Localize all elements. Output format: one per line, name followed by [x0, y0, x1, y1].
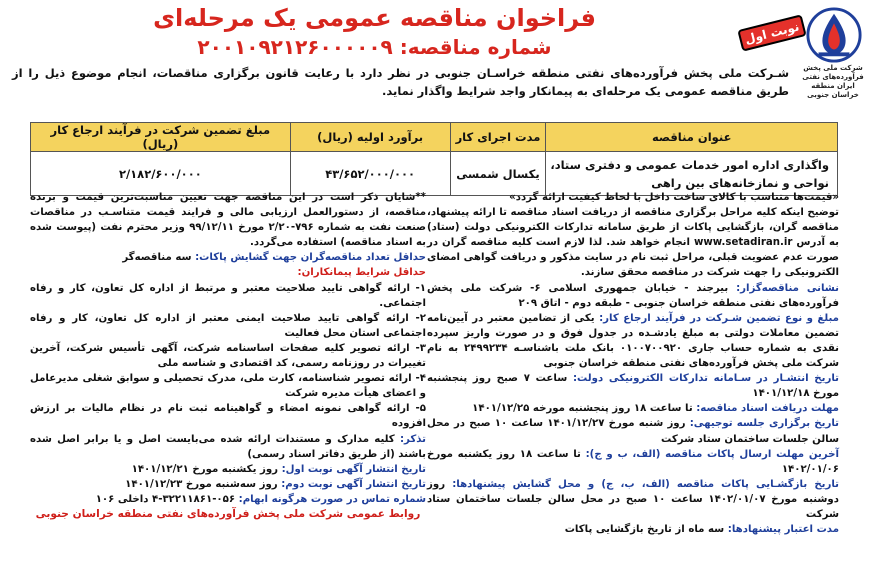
- cell-estimate: ۴۳/۶۵۲/۰۰۰/۰۰۰: [290, 152, 450, 196]
- first-ad-item: [30, 462, 426, 477]
- nioc-distribution-logo-icon: [805, 6, 863, 64]
- header-guarantee: مبلغ تضمین شرکت در فرآیند ارجاع کار (ریال): [31, 123, 291, 152]
- evaluation-note: **شایان ذکر است در این مناقصه جهت تعیین مناسبت‌ترین قیمت و برنده مناقصه، از دستورالعمل ارزیابی مالی و فرایند قیمت متناسـب در مناقصات صنعت نفت به شماره ۷۹۶-۲/۲۰ مورخ ۹۹/۱۲/۱۱ وزیر محترم نفت (پیوست شده به اسناد مناقصه) استفاده می‌گردد.: [30, 192, 426, 249]
- validity-text: سه ماه از تاریخ بازگشایی پاکات: [564, 524, 728, 536]
- publish-text: ساعت ۷ صبح روز پنجشنبه مورخ ۱۴۰۱/۱۲/۱۸: [427, 373, 839, 400]
- contact-item: [30, 492, 426, 507]
- first-round-badge: نوبت اول: [737, 14, 806, 51]
- address-text: بیرجند - خیابان جمهوری اسلامی ۶- شرکت ملی پخش فرآورده‌های نفتی منطقه خراسان جنوبی - طبقه دوم - اتاق ۲۰۹: [427, 282, 839, 309]
- right-column: [427, 190, 839, 537]
- second-ad-text: روز سه‌شنبه مورخ ۱۴۰۱/۱۲/۲۳: [125, 478, 282, 490]
- note-item: [30, 432, 426, 462]
- requirement-3: ۳- ارائه تصویر کلیه صفحات اساسنامه شرکت، آگهی تأسیس شرکت، آخرین تغییرات در روزنامه رسمی، کد اقتصادی و شناسه ملی: [30, 342, 426, 370]
- tender-number: شماره مناقصه: ۲۰۰۱۰۹۲۱۲۶۰۰۰۰۰۹: [197, 35, 552, 59]
- cell-guarantee: ۲/۱۸۲/۶۰۰/۰۰۰: [31, 152, 291, 196]
- opening-label: تاریخ بازگشـایی پاکات مناقصه (الف، ب، ج) و محل گشایش پیشنهادها:: [452, 478, 840, 490]
- document-deadline-item: [427, 401, 839, 416]
- table-header-row: [31, 123, 838, 152]
- cell-duration: یکسال شمسی: [450, 152, 546, 196]
- quality-note: «قیمت‌ها متناسب با کالای ساخت داخل با لحاظ کیفیت ارائه گردد»: [509, 192, 839, 203]
- requirements-label: حداقل شرایط پیمانکاران:: [297, 267, 426, 279]
- opening-text: روز دوشنبه مورخ ۱۴۰۲/۰۱/۰۷ ساعت ۱۰ صبح در محل سالن جلسات ساختمان ستاد شرکت: [427, 478, 839, 520]
- table-row: [31, 152, 838, 196]
- intro-paragraph: شـرکت ملی پخش فرآورده‌های نفتی منطقه خراسـان جنوبی در نظر دارد با رعایت قانون برگزاری مناقصات، انجام موضوع ذیل را از طریق مناقصه عمومی یک مرحله‌ای به پیمانکار واجد شرایط واگذار نماید.: [12, 66, 789, 98]
- min-bidders-item: [30, 250, 426, 265]
- second-ad-label: تاریخ انتشار آگهی نوبت دوم:: [281, 478, 426, 490]
- document-deadline-label: مهلت دریافت اسناد مناقصه:: [696, 403, 839, 415]
- opening-item: [427, 477, 839, 522]
- procedure-note: توضیح اینکه کلیه مراحل برگزاری مناقصه از دریافت اسناد مناقصه تا ارائه پیشنهاد، مناقصه گران، بازگشایی پاکات از طریق سامانه تدارکات الکترونیکی دولت (ستاد) به آدرس www.setadiran.ir انجام خواهد شد. لذا لازم است کلیه مناقصه گران در صورت عدم عضویت قبلی، مراحل ثبت نام در سایت مذکور و دریافت گواهی امضای الکترونیکی را جهت شرکت در مناقصه محقق سازند.: [427, 207, 839, 279]
- briefing-text: روز شنبه مورخ ۱۴۰۱/۱۲/۲۷ ساعت ۱۰ صبح در محل سالن جلسات ساختمان ستاد شرکت: [427, 418, 839, 445]
- submit-deadline-item: [427, 447, 839, 477]
- min-bidders-label: حداقل تعداد مناقصه‌گران جهت گشایش پاکات:: [195, 252, 426, 264]
- requirement-1: ۱- ارائه گواهی تایید صلاحیت معتبر و مرتبط از اداره کل تعاون، کار و رفاه اجتماعی.: [30, 282, 426, 309]
- page-title: فراخوان مناقصه عمومی یک مرحله‌ای: [153, 4, 596, 32]
- validity-label: مدت اعتبار پیشنهادها:: [727, 524, 839, 536]
- second-ad-item: [30, 477, 426, 492]
- contact-text: ۰۵۶-۳۲۲۱۱۸۶۱-۴ داخلی ۱۰۶: [95, 493, 239, 505]
- address-item: [427, 281, 839, 311]
- cell-subject: واگذاری اداره امور خدمات عمومی و دفتری ستاد، نواحی و نمازخانه‌های بین راهی: [546, 152, 838, 196]
- submit-deadline-label: آخرین مهلت ارسال پاکات مناقصه (الف، ب و ج):: [585, 448, 839, 460]
- first-ad-text: روز یکشنبه مورخ ۱۴۰۱/۱۲/۲۱: [131, 463, 282, 475]
- address-label: نشانی مناقصه‌گزار:: [736, 282, 839, 294]
- note-label: تذکر:: [399, 433, 426, 445]
- header-duration: مدت اجرای کار: [450, 123, 546, 152]
- requirement-5: ۵- ارائه گواهی نمونه امضاء و گواهینامه ثبت نام در نظام مالیات بر ارزش افزوده: [30, 403, 426, 430]
- requirement-4: ۴- ارائه تصویر شناسنامه، کارت ملی، مدرک تحصیلی و سوابق شغلی مدیرعامل و اعضای هیأت مدیره شرکت: [30, 373, 426, 400]
- public-relations-footer: روابط عمومی شرکت ملی پخش فرآورده‌های نفتی منطقه خراسان جنوبی: [35, 507, 421, 520]
- first-ad-label: تاریخ انتشار آگهی نوبت اول:: [281, 463, 426, 475]
- briefing-label: تاریخ برگزاری جلسه توجیهی:: [689, 418, 839, 430]
- header-subject: عنوان مناقصه: [546, 123, 838, 152]
- publish-item: [427, 371, 839, 401]
- publish-label: تاریخ انتشـار در سـامانه تدارکات الکترونیکی دولت:: [572, 373, 839, 385]
- note-text: کلیه مدارک و مستندات ارائه شده می‌بایست اصل و یا برابر اصل شده باشند (از طریق دفاتر اسناد رسمی): [30, 433, 426, 460]
- min-bidders-text: سه مناقصه‌گر: [122, 252, 196, 264]
- document-deadline-text: تا ساعت ۱۸ روز پنجشنبه مورخه ۱۴۰۱/۱۲/۲۵: [472, 403, 697, 415]
- guarantee-label: مبلغ و نوع تضمین شـرکت در فرآیند ارجاع کار:: [599, 312, 839, 324]
- guarantee-item: [427, 311, 839, 371]
- requirement-2: ۲- ارائه گواهی تایید صلاحیت ایمنی معتبر از اداره کل تعاون، کار و رفاه اجتماعی استان محل فعالیت: [30, 312, 426, 339]
- header-estimate: برآورد اولیه (ریال): [290, 123, 450, 152]
- validity-item: [427, 522, 839, 537]
- briefing-item: [427, 416, 839, 446]
- guarantee-text: یکی از تضامین معتبر در آیین‌نامه تضمین معاملات دولتی به مبلغ یادشـده در جدول فوق و در صورت واریز سپرده نقدی به شماره حساب جاری ۰۱۰۰۷۰۰۹۲۰ بانک ملت باشناسـه ۲۴۹۹۲۳۴ به نام شرکت ملی پخش فرآورده‌های نفتی منطقه خراسان جنوبی: [427, 312, 839, 370]
- submit-deadline-text: تا ساعت ۱۸ روز یکشنبه مورخ ۱۴۰۲/۰۱/۰۶: [427, 448, 839, 475]
- contact-label: شماره تماس در صورت هرگونه ابهام:: [238, 493, 426, 505]
- logo-caption: شرکت ملی پخش فرآورده‌های نفتی ایران منطقه خراسان جنوبی: [802, 64, 864, 99]
- tender-summary-table: [30, 122, 838, 196]
- left-column: [30, 190, 426, 522]
